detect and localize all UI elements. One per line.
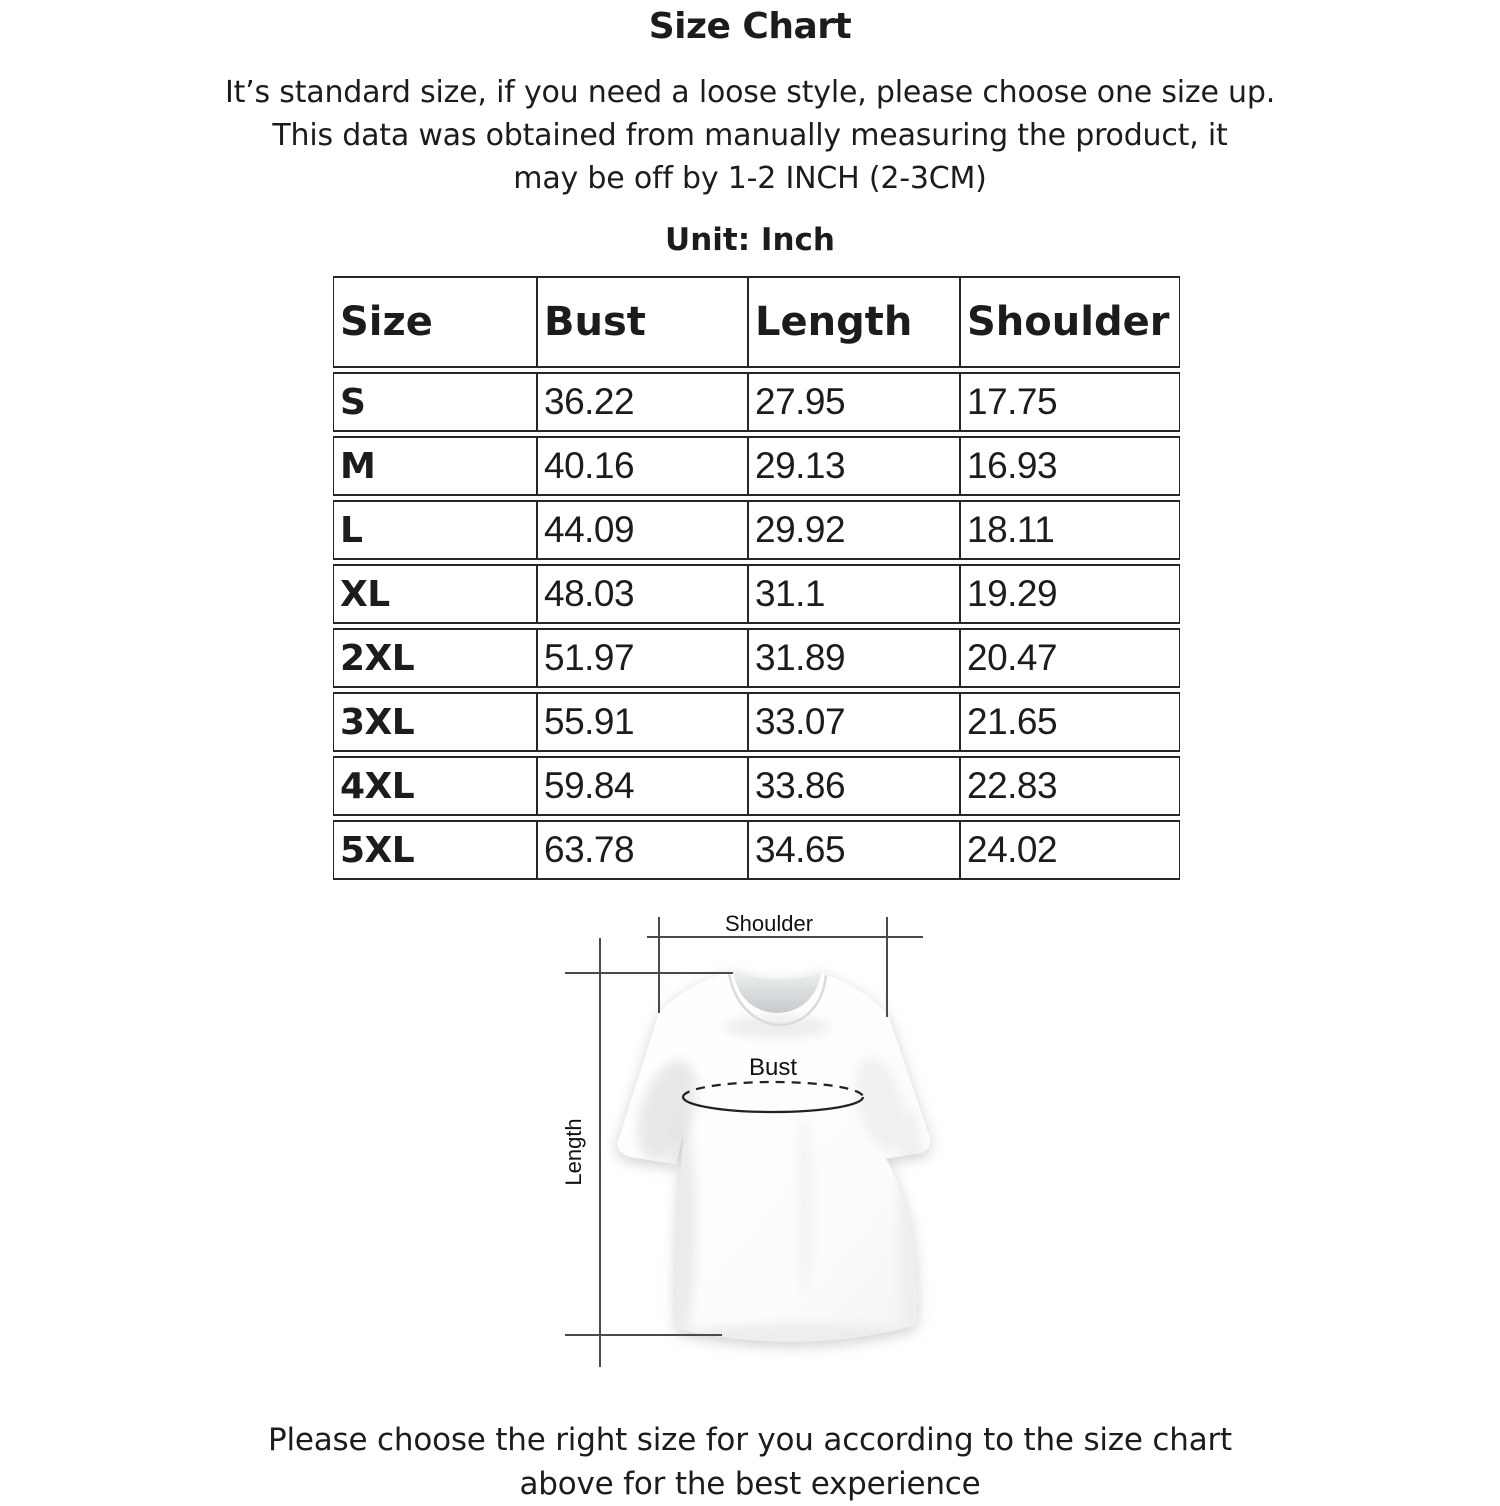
cell-bust: 63.78 [537,820,748,880]
cell-size: M [333,436,537,496]
disclaimer-line-1: It’s standard size, if you need a loose style, please choose one size up. [224,75,1276,110]
column-header-size: Size [333,276,537,368]
cell-shoulder: 18.11 [960,500,1180,560]
cell-bust: 36.22 [537,372,748,432]
table-row-4xl [333,756,1180,816]
cell-length: 33.07 [748,692,960,752]
cell-length: 31.1 [748,564,960,624]
cell-shoulder: 16.93 [960,436,1180,496]
cell-size: 3XL [333,692,537,752]
tshirt-measurement-diagram [555,905,965,1400]
table-header-row [333,276,1180,368]
table-row-m [333,436,1180,496]
cell-shoulder: 22.83 [960,756,1180,816]
cell-bust: 44.09 [537,500,748,560]
size-chart-table [333,272,1180,884]
disclaimer-line-3: may be off by 1-2 INCH (2-3CM) [513,161,987,196]
cell-bust: 59.84 [537,756,748,816]
cell-size: 2XL [333,628,537,688]
cell-size: L [333,500,537,560]
column-header-bust: Bust [537,276,748,368]
cell-size: 5XL [333,820,537,880]
table-row-l [333,500,1180,560]
table-row-s [333,372,1180,432]
cell-bust: 51.97 [537,628,748,688]
table-row-2xl [333,628,1180,688]
cell-length: 29.92 [748,500,960,560]
table-row-5xl [333,820,1180,880]
footer-line-1: Please choose the right size for you according to the size chart [267,1422,1232,1458]
cell-bust: 48.03 [537,564,748,624]
bust-diagram-label: Bust [748,1054,798,1081]
cell-bust: 40.16 [537,436,748,496]
cell-size: S [333,372,537,432]
cell-shoulder: 21.65 [960,692,1180,752]
cell-length: 27.95 [748,372,960,432]
size-disclaimer-text [0,71,1500,200]
page-title: Size Chart [648,6,852,47]
cell-shoulder: 19.29 [960,564,1180,624]
cell-shoulder: 17.75 [960,372,1180,432]
cell-shoulder: 20.47 [960,628,1180,688]
footer-line-2: above for the best experience [519,1466,981,1502]
shoulder-diagram-label: Shoulder [724,911,814,936]
cell-length: 31.89 [748,628,960,688]
cell-length: 29.13 [748,436,960,496]
tshirt-graphic [618,971,931,1346]
footer-note [0,1418,1500,1506]
cell-size: 4XL [333,756,537,816]
disclaimer-line-2: This data was obtained from manually measuring the product, it [272,118,1228,153]
column-header-shoulder: Shoulder [960,276,1180,368]
cell-shoulder: 24.02 [960,820,1180,880]
length-diagram-label: Length [561,1118,586,1186]
cell-length: 33.86 [748,756,960,816]
table-row-xl [333,564,1180,624]
table-row-3xl [333,692,1180,752]
cell-size: XL [333,564,537,624]
unit-label: Unit: Inch [665,222,835,258]
column-header-length: Length [748,276,960,368]
cell-length: 34.65 [748,820,960,880]
cell-bust: 55.91 [537,692,748,752]
